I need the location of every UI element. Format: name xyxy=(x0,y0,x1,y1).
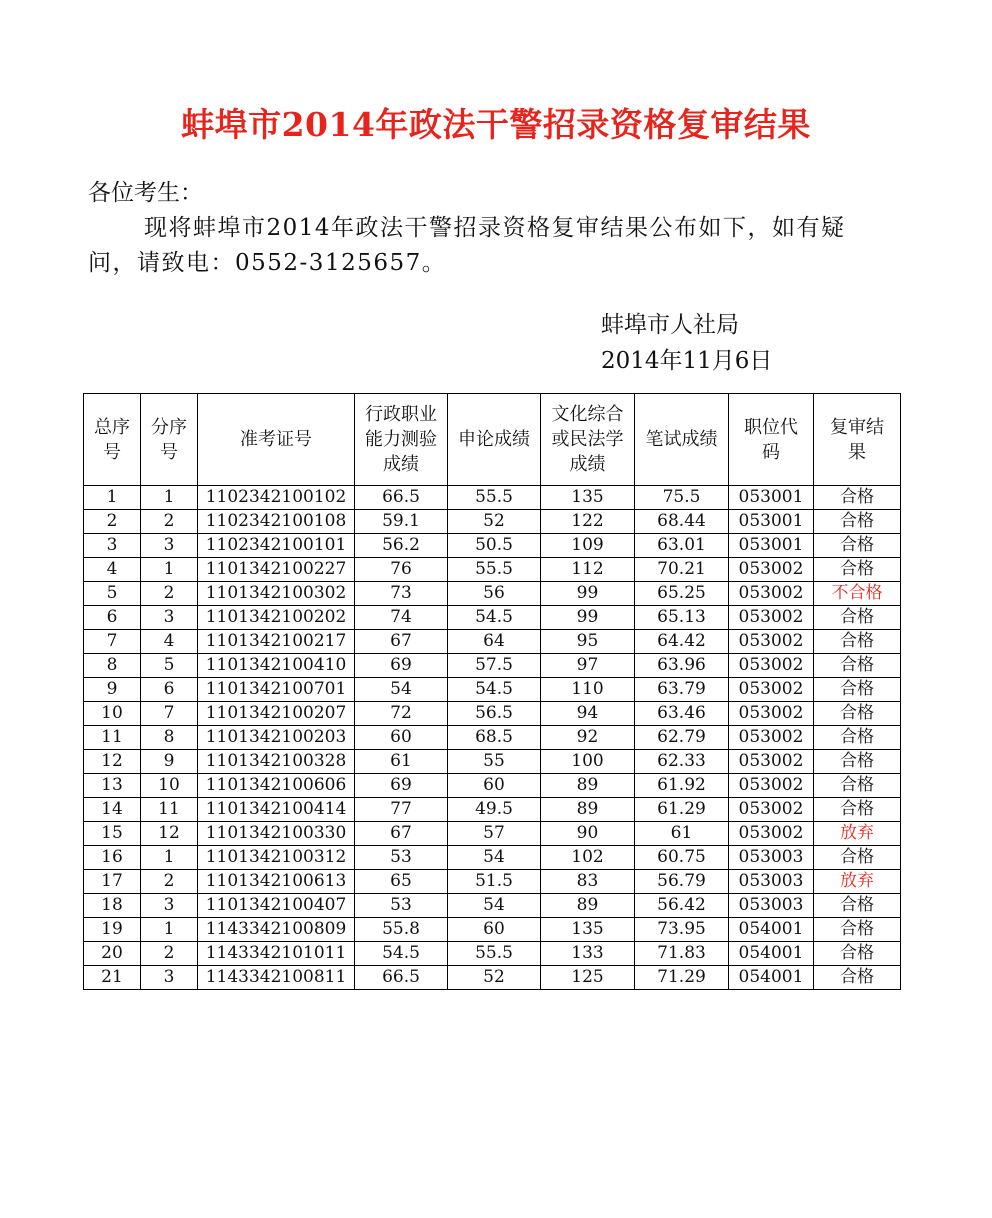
cell-review-result: 合格 xyxy=(814,894,901,918)
cell-essay-score: 60 xyxy=(448,918,541,942)
cell-total-index: 1 xyxy=(84,486,141,510)
cell-review-result: 合格 xyxy=(814,846,901,870)
cell-culture-law-score: 90 xyxy=(541,822,635,846)
cell-sub-index: 1 xyxy=(141,558,198,582)
notice-text xyxy=(88,176,888,281)
cell-aptitude-score: 59.1 xyxy=(355,510,448,534)
cell-ticket-number: 1102342100101 xyxy=(198,534,355,558)
cell-culture-law-score: 92 xyxy=(541,726,635,750)
cell-position-code: 053002 xyxy=(729,726,814,750)
cell-sub-index: 4 xyxy=(141,630,198,654)
cell-written-score: 65.25 xyxy=(635,582,729,606)
cell-total-index: 5 xyxy=(84,582,141,606)
cell-essay-score: 56.5 xyxy=(448,702,541,726)
cell-sub-index: 3 xyxy=(141,894,198,918)
cell-essay-score: 57 xyxy=(448,822,541,846)
cell-position-code: 053003 xyxy=(729,870,814,894)
cell-sub-index: 2 xyxy=(141,510,198,534)
cell-total-index: 18 xyxy=(84,894,141,918)
cell-total-index: 14 xyxy=(84,798,141,822)
cell-aptitude-score: 73 xyxy=(355,582,448,606)
header-total-index: 总序号 xyxy=(84,394,141,486)
cell-sub-index: 3 xyxy=(141,966,198,990)
cell-sub-index: 1 xyxy=(141,486,198,510)
cell-position-code: 054001 xyxy=(729,942,814,966)
cell-review-result: 合格 xyxy=(814,918,901,942)
cell-written-score: 68.44 xyxy=(635,510,729,534)
cell-sub-index: 1 xyxy=(141,846,198,870)
cell-written-score: 56.79 xyxy=(635,870,729,894)
cell-sub-index: 3 xyxy=(141,534,198,558)
cell-review-result: 合格 xyxy=(814,774,901,798)
cell-total-index: 15 xyxy=(84,822,141,846)
cell-total-index: 10 xyxy=(84,702,141,726)
cell-culture-law-score: 125 xyxy=(541,966,635,990)
cell-position-code: 053003 xyxy=(729,846,814,870)
table-row xyxy=(84,606,901,630)
cell-aptitude-score: 65 xyxy=(355,870,448,894)
cell-aptitude-score: 60 xyxy=(355,726,448,750)
cell-aptitude-score: 66.5 xyxy=(355,966,448,990)
cell-aptitude-score: 55.8 xyxy=(355,918,448,942)
cell-ticket-number: 1102342100108 xyxy=(198,510,355,534)
cell-position-code: 053002 xyxy=(729,654,814,678)
cell-essay-score: 54 xyxy=(448,894,541,918)
cell-culture-law-score: 89 xyxy=(541,798,635,822)
cell-total-index: 9 xyxy=(84,678,141,702)
cell-written-score: 75.5 xyxy=(635,486,729,510)
cell-essay-score: 50.5 xyxy=(448,534,541,558)
cell-aptitude-score: 66.5 xyxy=(355,486,448,510)
table-row xyxy=(84,822,901,846)
cell-review-result: 合格 xyxy=(814,966,901,990)
cell-position-code: 053001 xyxy=(729,486,814,510)
table-row xyxy=(84,798,901,822)
cell-aptitude-score: 61 xyxy=(355,750,448,774)
cell-ticket-number: 1101342100217 xyxy=(198,630,355,654)
cell-culture-law-score: 122 xyxy=(541,510,635,534)
cell-sub-index: 3 xyxy=(141,606,198,630)
cell-aptitude-score: 56.2 xyxy=(355,534,448,558)
table-row xyxy=(84,582,901,606)
results-table xyxy=(83,393,901,990)
table-row xyxy=(84,918,901,942)
cell-position-code: 053002 xyxy=(729,750,814,774)
cell-ticket-number: 1102342100102 xyxy=(198,486,355,510)
cell-written-score: 64.42 xyxy=(635,630,729,654)
cell-sub-index: 6 xyxy=(141,678,198,702)
table-row xyxy=(84,846,901,870)
cell-position-code: 053002 xyxy=(729,630,814,654)
cell-total-index: 6 xyxy=(84,606,141,630)
header-written-score: 笔试成绩 xyxy=(635,394,729,486)
table-row xyxy=(84,942,901,966)
cell-review-result: 合格 xyxy=(814,726,901,750)
cell-culture-law-score: 133 xyxy=(541,942,635,966)
cell-position-code: 053002 xyxy=(729,678,814,702)
cell-total-index: 12 xyxy=(84,750,141,774)
cell-position-code: 053001 xyxy=(729,510,814,534)
table-row xyxy=(84,678,901,702)
cell-culture-law-score: 95 xyxy=(541,630,635,654)
cell-essay-score: 56 xyxy=(448,582,541,606)
cell-ticket-number: 1101342100410 xyxy=(198,654,355,678)
header-aptitude-score: 行政职业能力测验成绩 xyxy=(355,394,448,486)
cell-ticket-number: 1101342100302 xyxy=(198,582,355,606)
header-culture-law-score: 文化综合或民法学成绩 xyxy=(541,394,635,486)
cell-culture-law-score: 110 xyxy=(541,678,635,702)
cell-review-result: 合格 xyxy=(814,942,901,966)
signature-date: 2014年11月6日 xyxy=(601,348,773,374)
cell-review-result: 合格 xyxy=(814,750,901,774)
cell-sub-index: 5 xyxy=(141,654,198,678)
cell-ticket-number: 1101342100312 xyxy=(198,846,355,870)
notice-salutation: 各位考生： xyxy=(88,180,203,206)
cell-ticket-number: 1101342100330 xyxy=(198,822,355,846)
cell-culture-law-score: 135 xyxy=(541,486,635,510)
cell-essay-score: 64 xyxy=(448,630,541,654)
table-row xyxy=(84,558,901,582)
cell-review-result: 放弃 xyxy=(814,870,901,894)
cell-essay-score: 68.5 xyxy=(448,726,541,750)
cell-culture-law-score: 112 xyxy=(541,558,635,582)
cell-position-code: 054001 xyxy=(729,918,814,942)
table-row xyxy=(84,510,901,534)
header-ticket-number: 准考证号 xyxy=(198,394,355,486)
cell-sub-index: 8 xyxy=(141,726,198,750)
cell-review-result: 合格 xyxy=(814,678,901,702)
cell-position-code: 054001 xyxy=(729,966,814,990)
cell-sub-index: 7 xyxy=(141,702,198,726)
cell-position-code: 053002 xyxy=(729,822,814,846)
table-row xyxy=(84,870,901,894)
cell-position-code: 053002 xyxy=(729,798,814,822)
cell-written-score: 63.01 xyxy=(635,534,729,558)
notice-body: 现将蚌埠市2014年政法干警招录资格复审结果公布如下，如有疑问，请致电：0552-3125657。 xyxy=(88,215,846,276)
cell-written-score: 63.79 xyxy=(635,678,729,702)
cell-aptitude-score: 54 xyxy=(355,678,448,702)
table-row xyxy=(84,894,901,918)
cell-essay-score: 57.5 xyxy=(448,654,541,678)
cell-written-score: 56.42 xyxy=(635,894,729,918)
table-row xyxy=(84,702,901,726)
cell-written-score: 60.75 xyxy=(635,846,729,870)
cell-position-code: 053001 xyxy=(729,534,814,558)
cell-ticket-number: 1101342100203 xyxy=(198,726,355,750)
table-row xyxy=(84,774,901,798)
cell-review-result: 合格 xyxy=(814,486,901,510)
header-essay-score: 申论成绩 xyxy=(448,394,541,486)
cell-position-code: 053003 xyxy=(729,894,814,918)
cell-culture-law-score: 89 xyxy=(541,894,635,918)
cell-culture-law-score: 100 xyxy=(541,750,635,774)
cell-written-score: 62.79 xyxy=(635,726,729,750)
cell-essay-score: 52 xyxy=(448,510,541,534)
table-row xyxy=(84,534,901,558)
cell-aptitude-score: 72 xyxy=(355,702,448,726)
cell-review-result: 合格 xyxy=(814,606,901,630)
signature-block xyxy=(601,307,772,379)
cell-review-result: 合格 xyxy=(814,798,901,822)
cell-review-result: 合格 xyxy=(814,702,901,726)
cell-ticket-number: 1101342100414 xyxy=(198,798,355,822)
cell-total-index: 3 xyxy=(84,534,141,558)
cell-review-result: 合格 xyxy=(814,630,901,654)
cell-essay-score: 49.5 xyxy=(448,798,541,822)
cell-written-score: 71.83 xyxy=(635,942,729,966)
cell-aptitude-score: 76 xyxy=(355,558,448,582)
cell-review-result: 放弃 xyxy=(814,822,901,846)
table-row xyxy=(84,726,901,750)
table-row xyxy=(84,486,901,510)
cell-total-index: 17 xyxy=(84,870,141,894)
cell-sub-index: 2 xyxy=(141,870,198,894)
table-row xyxy=(84,966,901,990)
cell-culture-law-score: 99 xyxy=(541,582,635,606)
cell-position-code: 053002 xyxy=(729,702,814,726)
cell-total-index: 8 xyxy=(84,654,141,678)
cell-culture-law-score: 94 xyxy=(541,702,635,726)
cell-culture-law-score: 89 xyxy=(541,774,635,798)
cell-aptitude-score: 53 xyxy=(355,846,448,870)
cell-total-index: 19 xyxy=(84,918,141,942)
table-row xyxy=(84,630,901,654)
cell-written-score: 61 xyxy=(635,822,729,846)
page-title: 蚌埠市2014年政法干警招录资格复审结果 xyxy=(181,105,811,144)
cell-total-index: 11 xyxy=(84,726,141,750)
cell-total-index: 16 xyxy=(84,846,141,870)
cell-sub-index: 2 xyxy=(141,942,198,966)
cell-essay-score: 54.5 xyxy=(448,678,541,702)
cell-essay-score: 52 xyxy=(448,966,541,990)
cell-review-result: 不合格 xyxy=(814,582,901,606)
cell-ticket-number: 1101342100613 xyxy=(198,870,355,894)
cell-essay-score: 55 xyxy=(448,750,541,774)
cell-aptitude-score: 77 xyxy=(355,798,448,822)
cell-sub-index: 10 xyxy=(141,774,198,798)
cell-written-score: 62.33 xyxy=(635,750,729,774)
cell-sub-index: 12 xyxy=(141,822,198,846)
cell-review-result: 合格 xyxy=(814,510,901,534)
cell-total-index: 7 xyxy=(84,630,141,654)
cell-aptitude-score: 54.5 xyxy=(355,942,448,966)
cell-position-code: 053002 xyxy=(729,558,814,582)
cell-culture-law-score: 102 xyxy=(541,846,635,870)
cell-essay-score: 51.5 xyxy=(448,870,541,894)
cell-ticket-number: 1101342100328 xyxy=(198,750,355,774)
cell-culture-law-score: 135 xyxy=(541,918,635,942)
cell-total-index: 2 xyxy=(84,510,141,534)
cell-written-score: 61.92 xyxy=(635,774,729,798)
header-position-code: 职位代码 xyxy=(729,394,814,486)
cell-ticket-number: 1101342100407 xyxy=(198,894,355,918)
cell-aptitude-score: 69 xyxy=(355,654,448,678)
cell-position-code: 053002 xyxy=(729,582,814,606)
cell-aptitude-score: 53 xyxy=(355,894,448,918)
cell-ticket-number: 1101342100227 xyxy=(198,558,355,582)
cell-ticket-number: 1143342100811 xyxy=(198,966,355,990)
cell-aptitude-score: 67 xyxy=(355,630,448,654)
header-sub-index: 分序号 xyxy=(141,394,198,486)
table-row xyxy=(84,750,901,774)
cell-essay-score: 54 xyxy=(448,846,541,870)
cell-written-score: 63.96 xyxy=(635,654,729,678)
header-review-result: 复审结果 xyxy=(814,394,901,486)
cell-written-score: 70.21 xyxy=(635,558,729,582)
cell-total-index: 13 xyxy=(84,774,141,798)
cell-written-score: 63.46 xyxy=(635,702,729,726)
table-header-row xyxy=(84,394,901,486)
cell-sub-index: 9 xyxy=(141,750,198,774)
cell-culture-law-score: 97 xyxy=(541,654,635,678)
cell-ticket-number: 1101342100202 xyxy=(198,606,355,630)
cell-culture-law-score: 99 xyxy=(541,606,635,630)
table-row xyxy=(84,654,901,678)
cell-position-code: 053002 xyxy=(729,606,814,630)
cell-total-index: 21 xyxy=(84,966,141,990)
cell-ticket-number: 1143342100809 xyxy=(198,918,355,942)
cell-essay-score: 55.5 xyxy=(448,558,541,582)
cell-written-score: 73.95 xyxy=(635,918,729,942)
cell-ticket-number: 1101342100606 xyxy=(198,774,355,798)
cell-culture-law-score: 109 xyxy=(541,534,635,558)
cell-essay-score: 60 xyxy=(448,774,541,798)
cell-aptitude-score: 74 xyxy=(355,606,448,630)
cell-written-score: 71.29 xyxy=(635,966,729,990)
cell-essay-score: 54.5 xyxy=(448,606,541,630)
cell-essay-score: 55.5 xyxy=(448,486,541,510)
cell-sub-index: 2 xyxy=(141,582,198,606)
cell-review-result: 合格 xyxy=(814,534,901,558)
cell-written-score: 61.29 xyxy=(635,798,729,822)
cell-review-result: 合格 xyxy=(814,558,901,582)
cell-ticket-number: 1101342100207 xyxy=(198,702,355,726)
cell-written-score: 65.13 xyxy=(635,606,729,630)
cell-total-index: 20 xyxy=(84,942,141,966)
cell-position-code: 053002 xyxy=(729,774,814,798)
cell-essay-score: 55.5 xyxy=(448,942,541,966)
cell-ticket-number: 1143342101011 xyxy=(198,942,355,966)
signature-org: 蚌埠市人社局 xyxy=(601,312,739,338)
cell-sub-index: 11 xyxy=(141,798,198,822)
cell-total-index: 4 xyxy=(84,558,141,582)
table-body xyxy=(84,486,901,990)
cell-sub-index: 1 xyxy=(141,918,198,942)
cell-review-result: 合格 xyxy=(814,654,901,678)
cell-aptitude-score: 69 xyxy=(355,774,448,798)
cell-culture-law-score: 83 xyxy=(541,870,635,894)
cell-ticket-number: 1101342100701 xyxy=(198,678,355,702)
cell-aptitude-score: 67 xyxy=(355,822,448,846)
